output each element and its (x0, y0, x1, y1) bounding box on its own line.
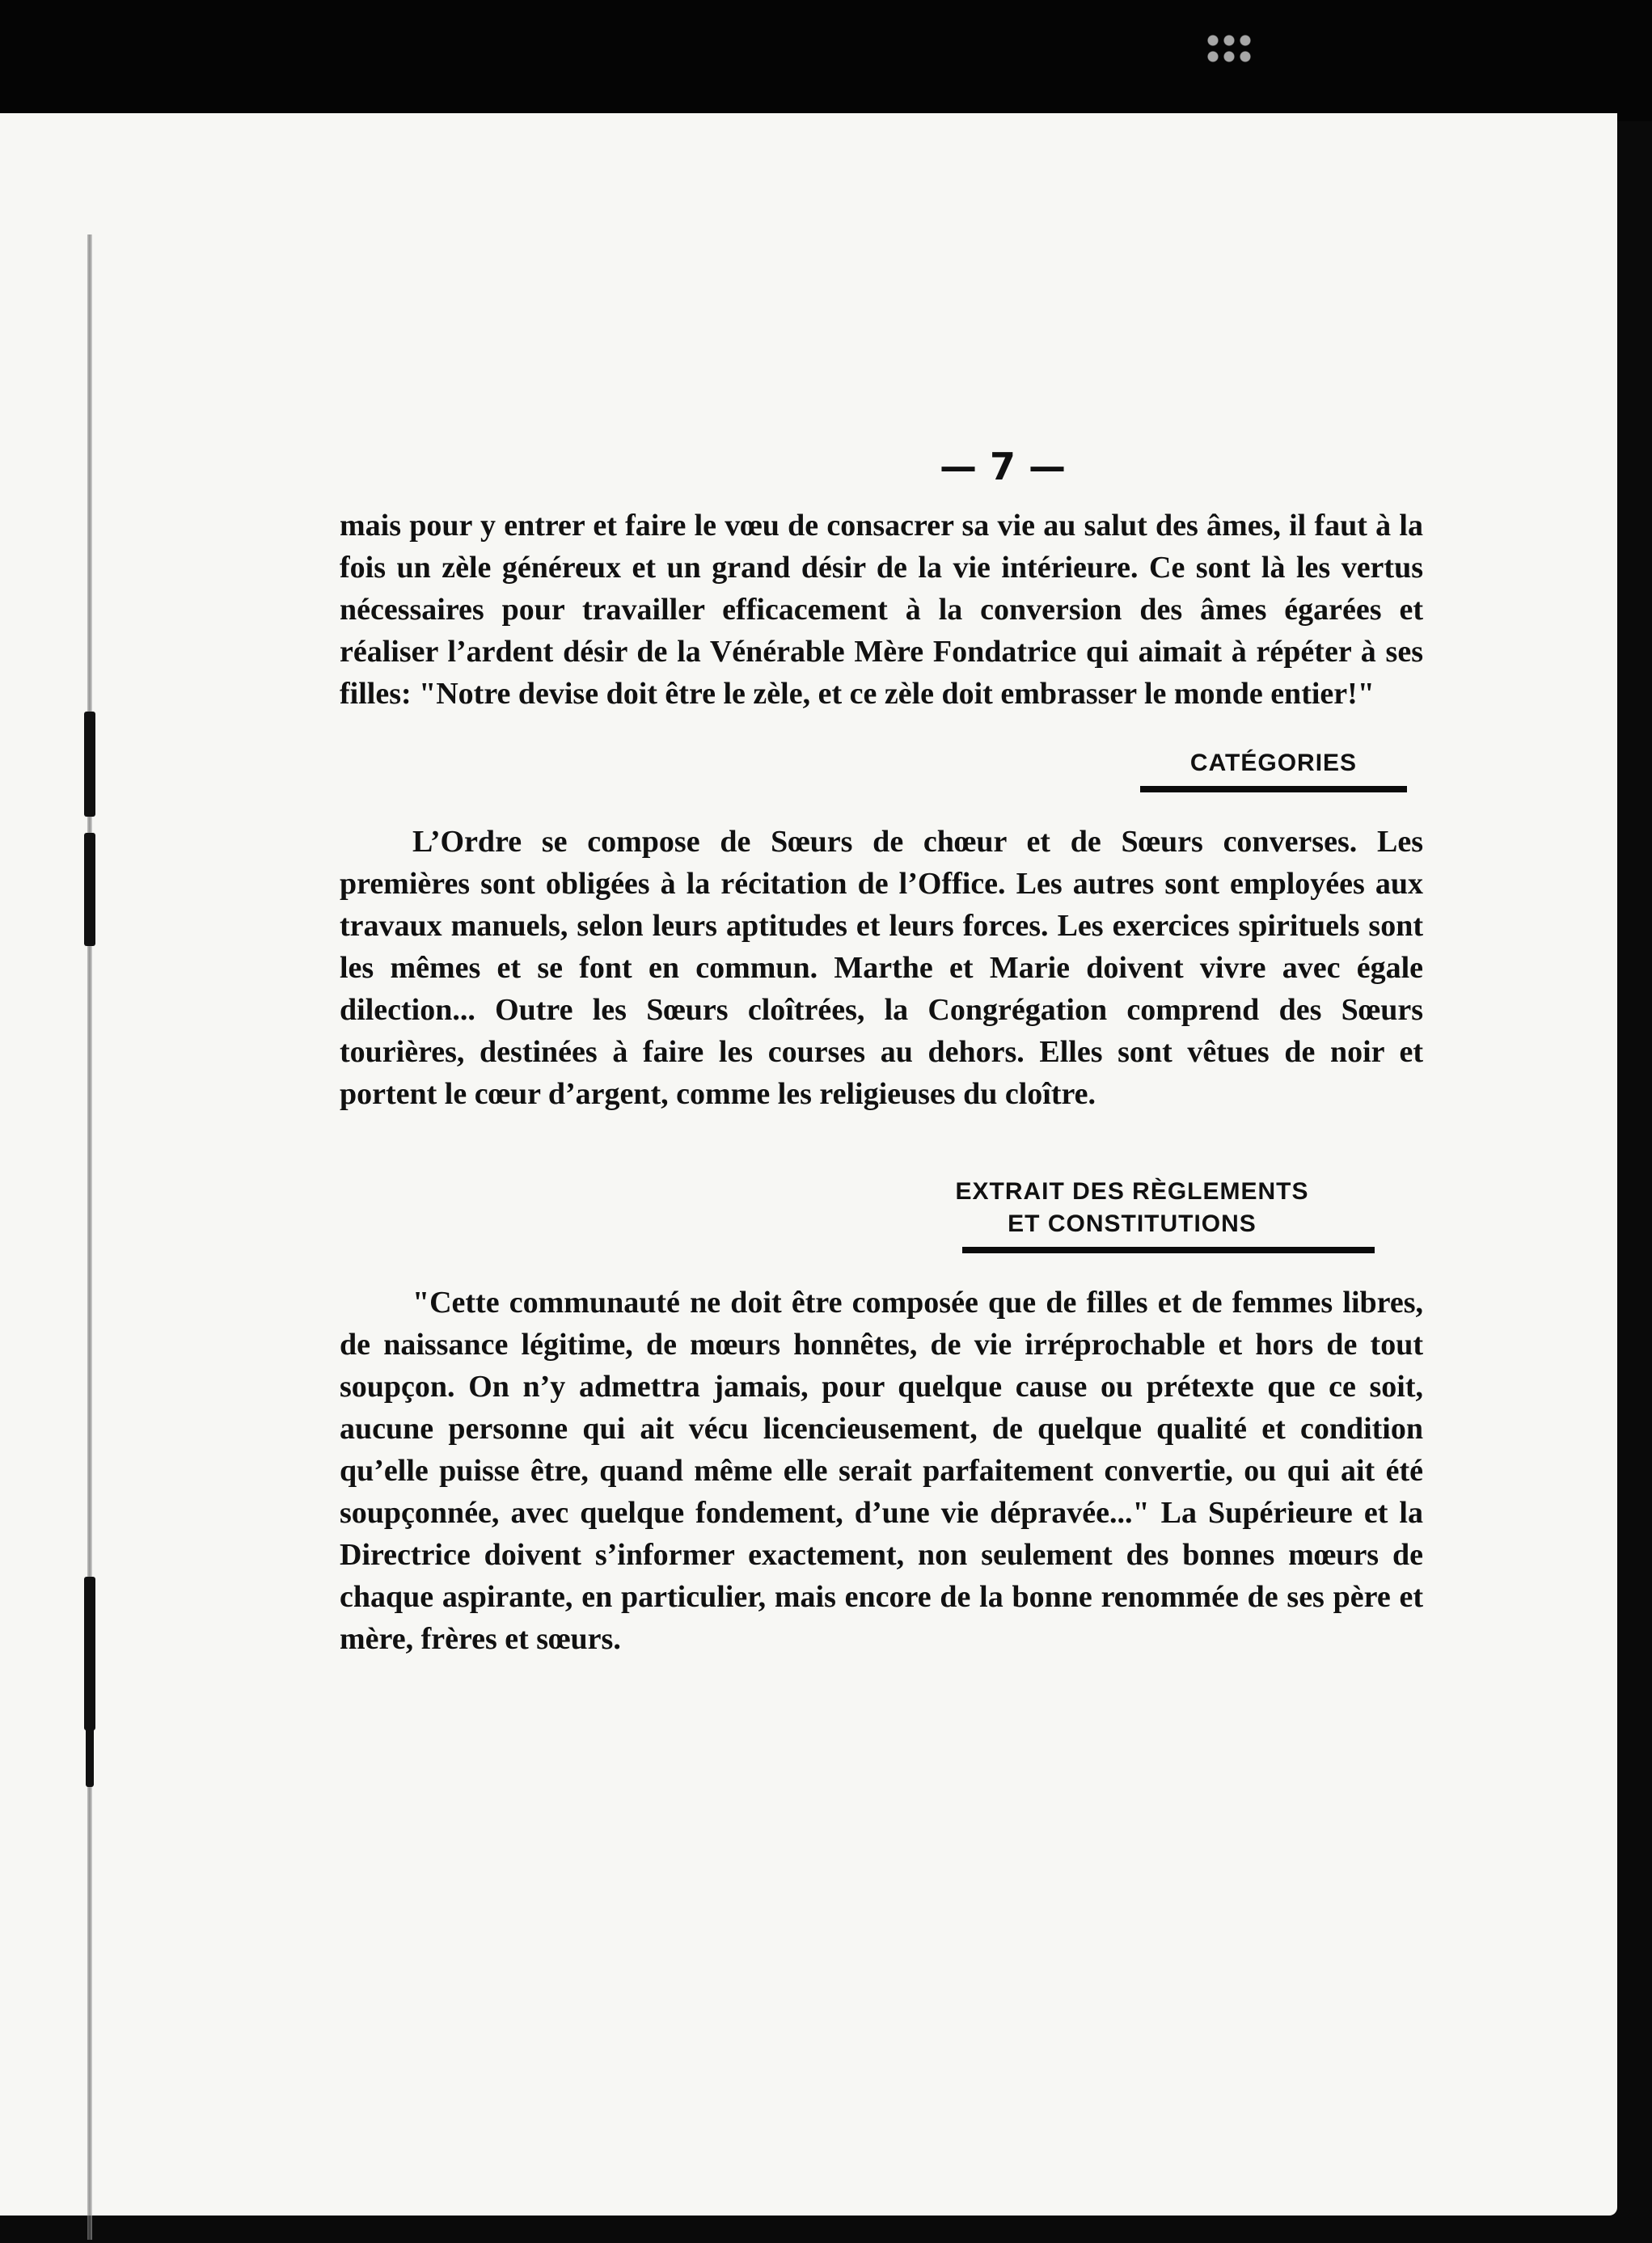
binding-mark (86, 1706, 94, 1787)
scan-border-top (0, 0, 1652, 121)
section-heading-categories (1140, 747, 1407, 792)
document-page (0, 113, 1617, 2216)
paragraph-extrait: "Cette communauté ne doit être composée que de filles et de femmes libres, de naissance légitime, de mœurs honnêtes, de vie irréprochable et hors de tout soupçon. On n’y admettra jamais, pour quelque cause ou prétexte que ce soit, aucune personne qui ait vécu licencieusement, de quelque qualité et condition qu’elle puisse être, quand même elle serait parfaitement convertie, ou qui ait été soupçonnée, avec quelque fondement, d’une vie dépravée..." La Supérieure et la Directrice doivent s’informer exactement, non seulement des bonnes mœurs de chaque aspirante, en particulier, mais encore de la bonne renommée de ses père et mère, frères et sœurs. (340, 1286, 1423, 1656)
binding-mark (84, 833, 95, 946)
heading-underline (962, 1247, 1375, 1253)
paragraph-intro: mais pour y entrer et faire le vœu de consacrer sa vie au salut des âmes, il faut à la fois un zèle généreux et un grand désir de la vie intérieure. Ce sont là les vertus nécessaires pour travailler efficacement à la conversion des âmes égarées et réaliser l’ardent désir de la Vénérable Mère Fondatrice qui aimait à répéter à ses filles: "Notre devise doit être le zèle, et ce zèle doit embrasser le monde entier!" (340, 509, 1423, 711)
page-content (340, 445, 1423, 1660)
section-heading-extrait (889, 1176, 1375, 1253)
page-number: — 7 — (939, 445, 1067, 488)
scan-speck (1205, 32, 1253, 65)
page-binding-edge (87, 234, 92, 2240)
heading-text-line2: ET CONSTITUTIONS (1008, 1210, 1257, 1237)
heading-text-line1: EXTRAIT DES RÈGLEMENTS (955, 1178, 1309, 1205)
paragraph-categories: L’Ordre se compose de Sœurs de chœur et de Sœurs converses. Les premières sont obligées à la récitation de l’Office. Les autres sont employées aux travaux manuels, selon leurs aptitudes et leurs forces. Les exercices spirituels sont les mêmes et se font en commun. Marthe et Marie doivent vivre avec égale dilection... Outre les Sœurs cloîtrées, la Congrégation comprend des Sœurs tourières, destinées à faire les courses au dehors. Elles sont vêtues de noir et portent le cœur d’argent, comme les religieuses du cloître. (340, 825, 1423, 1111)
binding-mark (84, 712, 95, 817)
heading-underline (1140, 786, 1407, 792)
heading-text: CATÉGORIES (1189, 750, 1358, 776)
